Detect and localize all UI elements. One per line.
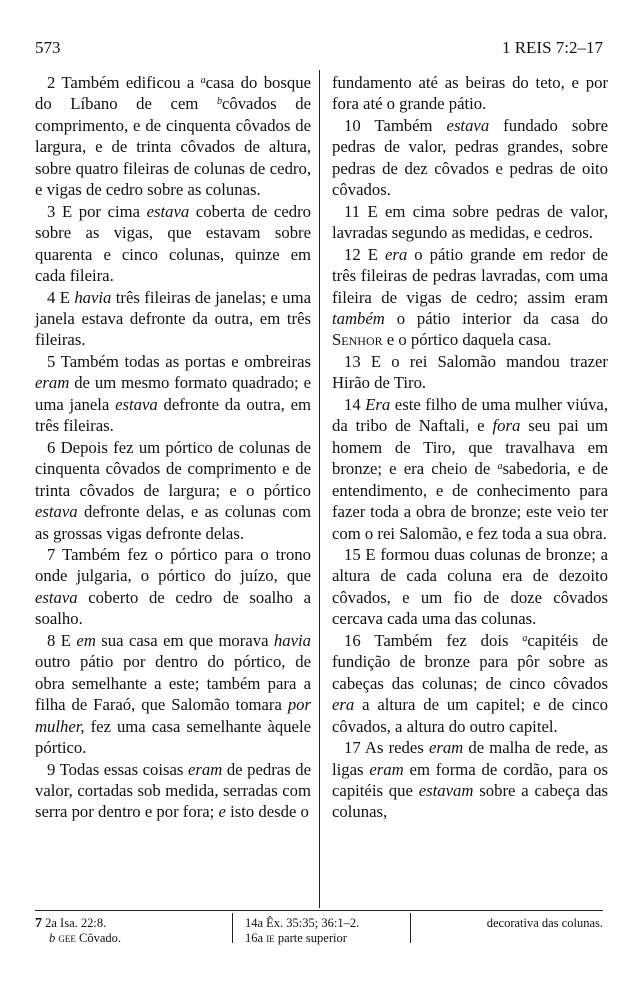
verse-6: 6 Depois fez um pórtico de colunas de cinquenta côvados de comprimento e de trinta côvados de largura; e o pórtico estava defronte delas, e as colunas com as grossas vigas defronte delas. (35, 437, 311, 543)
footnote-separator (232, 913, 233, 943)
footnotes-col-2: 14a Êx. 35:35; 36:1–2. 16a ie parte superior (245, 916, 360, 945)
verse-9-continued: fundamento até as beiras do teto, e por fora até o grande pátio. (332, 73, 608, 114)
verse-14: 14 Era este filho de uma mulher viúva, da tribo de Naftali, e fora seu pai um homem de Tiro, que travalhava em bronze; e era cheio de $^a$sabedoria, e de entendimento, e de conhecimento para fazer toda a obra de bronze; este veio ter com o rei Salomão, e fez toda a sua obra. (332, 394, 608, 543)
verse-5: 5 Também todas as portas e ombreiras eram de um mesmo formato quadrado; e uma janela estava defronte da outra, em três fileiras. (35, 351, 311, 436)
footnote-marker[interactable]: a (200, 75, 206, 86)
verse-7: 7 Também fez o pórtico para o trono onde julgaria, o pórtico do juízo, que estava coberto de cedro de soalho a soalho. (35, 544, 311, 629)
footnote-link[interactable]: 2a Isa. 22:8. (45, 916, 107, 930)
footnotes-col-3: decorativa das colunas. (486, 916, 603, 930)
column-divider (319, 70, 320, 908)
footnotes-col-1: 7 2a Isa. 22:8. b gee Côvado. (35, 916, 122, 945)
running-header (35, 38, 603, 64)
footnote-marker[interactable]: b (216, 96, 222, 108)
footnote-link[interactable]: 14a Êx. 35:35; 36:1–2. (245, 916, 360, 930)
chapter-reference: 1 REIS 7:2–17 (501, 38, 603, 57)
footnote-marker[interactable]: a (497, 461, 503, 473)
verse-4: 4 E havia três fileiras de janelas; e uma janela estava defronte da outra, em três fileiras. (35, 287, 311, 350)
verse-13: 13 E o rei Salomão mandou trazer Hirão de Tiro. (332, 351, 608, 393)
verse-9: 9 Todas essas coisas eram de pedras de valor, cortadas sob medida, serradas com serra por dentro e por fora; e isto desde o (35, 759, 311, 822)
right-column (332, 72, 608, 823)
verse-11: 11 E em cima sobre pedras de valor, lavradas segundo as medidas, e cedros. (332, 201, 608, 243)
verse-3: 3 E por cima estava coberta de cedro sobre as vigas, que estavam sobre quarenta e cinco colunas, quinze em cada fileira. (35, 201, 311, 286)
page-number: 573 (35, 38, 61, 57)
footnote-marker[interactable]: a (522, 632, 528, 644)
verse-8: 8 E em sua casa em que morava havia outro pátio por dentro do pórtico, de obra semelhante a este; também para a filha de Faraó, que Salomão tomara por mulher, fez uma casa semelhante àquele pórtico. (35, 630, 311, 758)
verse-2: 2 Também edificou a $^a$casa do bosque do Líbano de cem $^b$côvados de comprimento, e de cinquenta côvados de largura, e de trinta côvados de altura, sobre quatro fileiras de colunas de cedro, e vigas de cedro sobre as colunas. (35, 73, 311, 200)
verse-12: 12 E era o pátio grande em redor de três fileiras de pedras lavradas, com uma fileira de vigas de cedro; assim eram também o pátio interior da casa do Senhor e o pórtico daquela casa. (332, 244, 608, 350)
verse-10: 10 Também estava fundado sobre pedras de valor, pedras grandes, sobre pedras de dez côvados e pedras de oito côvados. (332, 115, 608, 200)
left-column (35, 72, 311, 823)
footnote-rule (35, 910, 603, 911)
verse-15: 15 E formou duas colunas de bronze; a altura de cada coluna era de dezoito côvados, e um fio de doze côvados cercava cada uma das colunas. (332, 544, 608, 629)
verse-16: 16 Também fez dois $^a$capitéis de fundição de bronze para pôr sobre as cabeças das colunas; de cinco côvados era a altura de um capitel; e de cinco côvados, a altura do outro capitel. (332, 630, 608, 736)
verse-17: 17 As redes eram de malha de rede, as ligas eram em forma de cordão, para os capitéis que estavam sobre a cabeça das colunas, (332, 738, 608, 822)
footnote-separator (410, 913, 411, 943)
